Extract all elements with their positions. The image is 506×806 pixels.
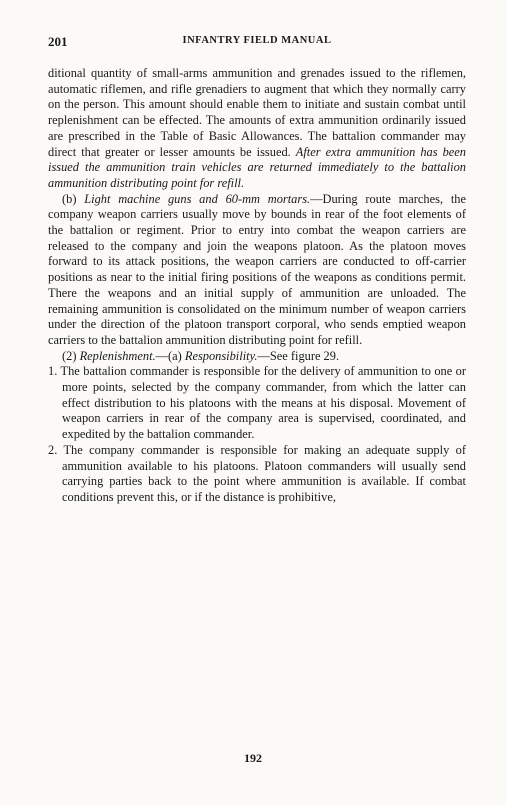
list-item-text: The battalion commander is responsible for the delivery of ammunition to one or more points, selected by the company commander, from which the latter can effect distribution to his platoons with the means at his disposal. Movement of weapon carriers in rear of the company area is supervised, coordinated, and expedited by the battalion commander. bbox=[60, 364, 466, 442]
page-header bbox=[48, 34, 466, 50]
list-item bbox=[48, 443, 466, 506]
page-folio: 192 bbox=[244, 751, 262, 765]
page-number: 201 bbox=[48, 34, 68, 49]
list-item-text: The company commander is responsible for making an adequate supply of ammunition available to his platoons. Platoon commanders will usually send carrying parties back to the point where ammunition is available. If combat conditions prevent this, or if the distance is prohibitive, bbox=[62, 442, 466, 504]
subparagraph-heading: Replenishment. bbox=[79, 348, 156, 363]
body-text bbox=[48, 66, 466, 506]
running-head: INFANTRY FIELD MANUAL bbox=[182, 35, 332, 46]
paragraph-light-machine-guns bbox=[48, 192, 466, 349]
subparagraph-heading: Light machine guns and 60-mm mortars. bbox=[84, 191, 311, 206]
paragraph-continuation bbox=[48, 66, 466, 192]
paragraph-replenishment bbox=[48, 349, 466, 365]
subparagraph-label: (b) bbox=[62, 191, 77, 206]
list-item-number: 1. bbox=[48, 364, 58, 379]
paragraph-text: —See figure 29. bbox=[257, 348, 340, 363]
subparagraph-heading: Responsibility. bbox=[184, 348, 258, 363]
paragraph-text: ditional quantity of small-arms ammunition and grenades issued to the riflemen, automatic riflemen, and rifle grenadiers to augment that which they normally carry on the person. This amount should enable them to initiate and sustain combat until replenishment can be effected. The amounts of extra ammunition ordinarily issued are prescribed in the Table of Basic Allowances. The battalion commander may direct that greater or lesser amounts be issued. bbox=[48, 66, 466, 159]
subparagraph-label: —(a) bbox=[155, 348, 182, 363]
italic-sentence: After extra ammunition has been issued the ammunition train vehicles are returned immediately to the battalion ammunition distributing point for refill. bbox=[48, 144, 466, 190]
paragraph-text: —During route marches, the company weapon carriers usually move by bounds in rear of the foot elements of the battalion or regiment. Prior to entry into combat the weapon carriers are released to the company and join the weapons platoon. As the platoon moves forward to its attack positions, the weapon carriers are conducted to off-carrier positions as near to the initial firing positions of the weapons as conditions permit. There the weapons and an initial supply of ammunition are unloaded. The remaining ammunition is consolidated on the minimum number of weapon carriers under the direction of the platoon transport corporal, who sends emptied weapon carriers to the battalion ammunition distributing point for refill. bbox=[48, 191, 466, 347]
subparagraph-label: (2) bbox=[62, 348, 77, 363]
list-item-number: 2. bbox=[48, 442, 58, 457]
list-item bbox=[48, 364, 466, 443]
